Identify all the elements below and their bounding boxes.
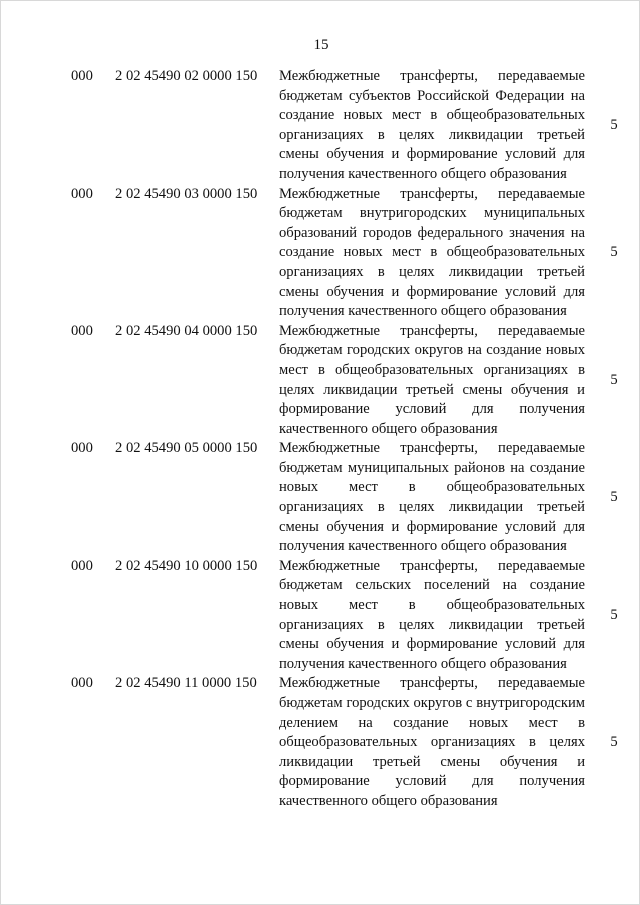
row-description: Межбюджетные трансферты, передаваемые бюджетам сельских поселений на создание новых мест в общеобразовательных организациях в целях ликвидации третьей смены обучения и формирование условий для получения качественного общего образования — [279, 557, 585, 672]
row-description: Межбюджетные трансферты, передаваемые бюджетам городских округов на создание новых мест в общеобразовательных организациях в целях ликвидации третьей смены обучения и формирование условий для получения качественного общего образования — [279, 322, 585, 437]
table-row — [1, 185, 640, 322]
row-amount: 5 — [610, 371, 618, 388]
row-amount: 5 — [610, 116, 618, 133]
row-amount: 5 — [610, 244, 618, 261]
table-row — [1, 67, 640, 185]
table-row — [1, 322, 640, 440]
budget-classification-code: 2 02 45490 05 0000 150 — [115, 440, 258, 457]
admin-code: 000 — [71, 557, 93, 574]
budget-classification-code: 2 02 45490 03 0000 150 — [115, 185, 258, 202]
table-row — [1, 439, 640, 557]
admin-code: 000 — [71, 440, 93, 457]
admin-code: 000 — [71, 68, 93, 84]
table-row — [1, 674, 640, 811]
budget-classification-code: 2 02 45490 10 0000 150 — [115, 557, 258, 574]
row-amount: 5 — [610, 606, 618, 623]
admin-code: 000 — [71, 185, 93, 202]
row-description: Межбюджетные трансферты, передаваемые бюджетам городских округов с внутригородским делением на создание новых мест в общеобразовательных организациях в целях ликвидации третьей смены обучения и формирование условий для получения качественного общего образования — [279, 675, 585, 809]
row-amount: 5 — [610, 734, 618, 751]
budget-classification-code: 2 02 45490 11 0000 150 — [115, 675, 257, 692]
row-amount: 5 — [610, 489, 618, 506]
page-number: 15 — [313, 37, 329, 53]
row-description: Межбюджетные трансферты, передаваемые бюджетам муниципальных районов на создание новых мест в общеобразовательных организациях в целях ликвидации третьей смены обучения и формирование условий для получения качественного общего образования — [279, 440, 585, 555]
row-description: Межбюджетные трансферты, передаваемые бюджетам внутригородских муниципальных образований городов федерального значения на создание новых мест в общеобразовательных организациях в целях ликвидации третьей смены обучения и формирование условий для получения качественного общего образования — [279, 185, 585, 320]
table-row — [1, 557, 640, 675]
budget-classification-code: 2 02 45490 04 0000 150 — [115, 322, 258, 339]
admin-code: 000 — [71, 322, 93, 339]
income-codes-table — [1, 67, 640, 812]
admin-code: 000 — [71, 675, 93, 692]
budget-classification-code: 2 02 45490 02 0000 150 — [115, 68, 258, 84]
row-description: Межбюджетные трансферты, передаваемые бюджетам субъектов Российской Федерации на создание новых мест в общеобразовательных организациях в целях ликвидации третьей смены обучения и формирование условий для получения качественного общего образования — [279, 68, 585, 182]
